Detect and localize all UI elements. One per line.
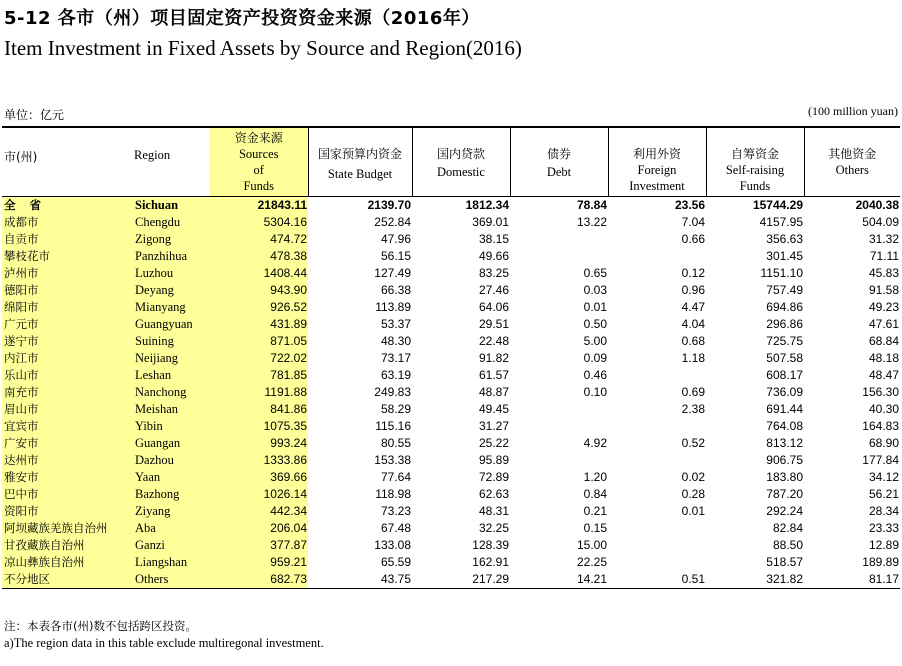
- cell-state: 58.29: [380, 402, 411, 416]
- region-name-cn: 达州市: [2, 452, 134, 469]
- table-row: [2, 248, 900, 265]
- cell-others: 156.30: [862, 385, 899, 399]
- region-name-cn: 内江市: [2, 350, 134, 367]
- cell-domestic: 1812.34: [465, 198, 509, 212]
- header-region-cn-label: 市(州): [4, 150, 38, 164]
- table-title-chinese: 5-12 各市（州）项目固定资产投资资金来源（2016年）: [4, 8, 480, 29]
- header-state-en: State Budget: [327, 167, 393, 181]
- cell-domestic: 217.29: [412, 571, 510, 589]
- cell-domestic: 38.15: [478, 232, 509, 246]
- cell-others: 12.89: [868, 538, 899, 552]
- cell-domestic: 72.89: [478, 470, 509, 484]
- cell-domestic: 95.89: [478, 453, 509, 467]
- investment-table: [2, 126, 900, 589]
- header-domestic: [412, 127, 510, 197]
- cell-state: 66.38: [380, 283, 411, 297]
- table-header-row: [2, 127, 900, 197]
- region-name-en: Suining: [134, 333, 210, 350]
- cell-state: 249.83: [374, 385, 411, 399]
- region-name-cn: 阿坝藏族羌族自治州: [2, 520, 134, 537]
- cell-foreign: 23.56: [674, 198, 705, 212]
- cell-foreign: [608, 452, 706, 469]
- cell-others: 56.21: [868, 487, 899, 501]
- cell-state: 56.15: [380, 249, 411, 263]
- cell-state: 43.75: [308, 571, 412, 589]
- cell-self: 292.24: [766, 504, 803, 518]
- header-sources-en-1: Sources: [238, 147, 279, 161]
- cell-others: 189.89: [862, 555, 899, 569]
- region-name-en: Meishan: [134, 401, 210, 418]
- cell-domestic: 61.57: [478, 368, 509, 382]
- cell-self: 694.86: [766, 300, 803, 314]
- header-foreign-cn: 利用外资: [632, 147, 681, 161]
- table-row: [2, 503, 900, 520]
- cell-self: 608.17: [766, 368, 803, 382]
- table-row: [2, 299, 900, 316]
- table-row: [2, 333, 900, 350]
- header-region-en-label: Region: [134, 148, 171, 162]
- region-name-en: Panzhihua: [134, 248, 210, 265]
- table-row: [2, 520, 900, 537]
- cell-domestic: 49.66: [478, 249, 509, 263]
- region-name-cn: 成都市: [2, 214, 134, 231]
- cell-sources: 1333.86: [210, 452, 308, 469]
- header-region-en: [134, 127, 210, 197]
- header-state-budget: [308, 127, 412, 197]
- cell-sources: 478.38: [210, 248, 308, 265]
- cell-foreign: [608, 248, 706, 265]
- header-foreign-en-2: Investment: [629, 179, 685, 193]
- cell-others: 45.83: [868, 266, 899, 280]
- cell-domestic: 162.91: [472, 555, 509, 569]
- cell-debt: 0.21: [583, 504, 607, 518]
- table-title-english: Item Investment in Fixed Assets by Source and Region(2016): [4, 36, 522, 60]
- cell-debt: 5.00: [583, 334, 607, 348]
- cell-others: 177.84: [862, 453, 899, 467]
- cell-self: 813.12: [766, 436, 803, 450]
- cell-domestic: 48.87: [478, 385, 509, 399]
- cell-domestic: 22.48: [478, 334, 509, 348]
- region-name-cn: 宜宾市: [2, 418, 134, 435]
- cell-sources: 369.66: [210, 469, 308, 486]
- cell-sources: 871.05: [210, 333, 308, 350]
- cell-others: 71.11: [869, 249, 899, 263]
- header-foreign-en-1: Foreign: [637, 163, 677, 177]
- cell-others: 48.47: [868, 368, 899, 382]
- cell-self: 518.57: [766, 555, 803, 569]
- table-row: [2, 418, 900, 435]
- table-row: [2, 231, 900, 248]
- cell-debt: 13.22: [576, 215, 607, 229]
- cell-sources: 1191.88: [210, 384, 308, 401]
- region-name-cn: 资阳市: [2, 503, 134, 520]
- footnote-english: a)The region data in this table exclude multiregonal investment.: [4, 636, 324, 650]
- cell-domestic: 32.25: [478, 521, 509, 535]
- region-name-en: Others: [134, 571, 210, 589]
- cell-state: 47.96: [380, 232, 411, 246]
- table-row: [2, 486, 900, 503]
- cell-others: 40.30: [868, 402, 899, 416]
- region-name-en: Dazhou: [134, 452, 210, 469]
- table-row: [2, 537, 900, 554]
- cell-state: 113.89: [375, 300, 411, 314]
- header-foreign: [608, 127, 706, 197]
- cell-others: 91.58: [868, 283, 899, 297]
- region-name-cn: 眉山市: [2, 401, 134, 418]
- cell-self: 356.63: [766, 232, 803, 246]
- table-row: [2, 197, 900, 215]
- region-name-en: Guangyuan: [134, 316, 210, 333]
- cell-self: 764.08: [766, 419, 803, 433]
- region-name-en: Yaan: [134, 469, 210, 486]
- cell-debt: 0.50: [583, 317, 607, 331]
- cell-foreign: 0.66: [681, 232, 705, 246]
- cell-self: 15744.29: [752, 198, 803, 212]
- cell-self: 296.86: [766, 317, 803, 331]
- cell-sources: 943.90: [210, 282, 308, 299]
- cell-sources: 1026.14: [210, 486, 308, 503]
- header-debt-cn: 债券: [546, 147, 571, 161]
- cell-state: 2139.70: [367, 198, 411, 212]
- table-row: [2, 367, 900, 384]
- region-name-cn: 不分地区: [2, 571, 134, 589]
- cell-sources: 959.21: [210, 554, 308, 571]
- cell-others: 47.61: [868, 317, 899, 331]
- table-row: [2, 214, 900, 231]
- cell-state: 115.16: [375, 419, 411, 433]
- cell-sources: 21843.11: [210, 197, 308, 215]
- cell-state: 63.19: [380, 368, 411, 382]
- cell-sources: 206.04: [210, 520, 308, 537]
- header-region-cn: [2, 127, 134, 197]
- cell-state: 252.84: [374, 215, 411, 229]
- region-name-cn: 广元市: [2, 316, 134, 333]
- table-row: [2, 571, 900, 589]
- cell-debt: 0.46: [583, 368, 607, 382]
- cell-others: 49.23: [868, 300, 899, 314]
- region-name-cn: 甘孜藏族自治州: [2, 537, 134, 554]
- cell-state: 67.48: [380, 521, 411, 535]
- table-row: [2, 265, 900, 282]
- cell-foreign: 4.47: [681, 300, 705, 314]
- table-row: [2, 435, 900, 452]
- cell-others: 2040.38: [855, 198, 899, 212]
- cell-state: 73.23: [380, 504, 411, 518]
- cell-sources: 841.86: [210, 401, 308, 418]
- region-name-cn: 乐山市: [2, 367, 134, 384]
- cell-foreign: 0.02: [681, 470, 705, 484]
- cell-domestic: 62.63: [478, 487, 509, 501]
- cell-sources: 442.34: [210, 503, 308, 520]
- cell-self: 4157.95: [759, 215, 803, 229]
- cell-debt: 1.20: [583, 470, 607, 484]
- cell-others: 504.09: [862, 215, 899, 229]
- region-name-en: Sichuan: [134, 197, 210, 215]
- cell-sources: 781.85: [210, 367, 308, 384]
- cell-self: 906.75: [766, 453, 803, 467]
- cell-others: 34.12: [868, 470, 899, 484]
- table-row: [2, 384, 900, 401]
- cell-foreign: 2.38: [681, 402, 705, 416]
- region-name-en: Aba: [134, 520, 210, 537]
- cell-foreign: 0.28: [681, 487, 705, 501]
- region-name-cn: 攀枝花市: [2, 248, 134, 265]
- unit-label-english: (100 million yuan): [808, 104, 898, 118]
- cell-state: 80.55: [380, 436, 411, 450]
- header-sources-en-3: Funds: [243, 179, 275, 193]
- cell-self: 301.45: [766, 249, 803, 263]
- region-name-en: Zigong: [134, 231, 210, 248]
- table-row: [2, 401, 900, 418]
- cell-debt: [510, 418, 608, 435]
- cell-domestic: 369.01: [472, 215, 509, 229]
- header-self-cn: 自筹资金: [730, 147, 779, 161]
- cell-debt: 4.92: [583, 436, 607, 450]
- region-name-en: Luzhou: [134, 265, 210, 282]
- header-self-en-2: Funds: [739, 179, 771, 193]
- cell-domestic: 49.45: [478, 402, 509, 416]
- cell-debt: 0.03: [583, 283, 607, 297]
- cell-debt: 15.00: [576, 538, 607, 552]
- region-name-en: Ganzi: [134, 537, 210, 554]
- cell-foreign: 4.04: [681, 317, 705, 331]
- cell-state: 48.30: [380, 334, 411, 348]
- cell-foreign: 0.12: [681, 266, 705, 280]
- cell-domestic: 25.22: [478, 436, 509, 450]
- cell-debt: 14.21: [510, 571, 608, 589]
- cell-foreign: [608, 520, 706, 537]
- cell-others: 48.18: [868, 351, 899, 365]
- cell-foreign: 0.68: [681, 334, 705, 348]
- cell-state: 133.08: [374, 538, 411, 552]
- cell-self: 736.09: [766, 385, 803, 399]
- cell-self: 691.44: [766, 402, 803, 416]
- cell-debt: 0.84: [583, 487, 607, 501]
- cell-foreign: [608, 537, 706, 554]
- cell-state: 77.64: [380, 470, 411, 484]
- cell-foreign: 0.69: [681, 385, 705, 399]
- cell-others: 28.34: [868, 504, 899, 518]
- cell-foreign: 0.01: [681, 504, 705, 518]
- region-name-cn: 雅安市: [2, 469, 134, 486]
- cell-sources: 926.52: [210, 299, 308, 316]
- cell-domestic: 27.46: [478, 283, 509, 297]
- cell-self: 183.80: [766, 470, 803, 484]
- region-name-en: Neijiang: [134, 350, 210, 367]
- cell-debt: 78.84: [576, 198, 607, 212]
- header-self-raising: [706, 127, 804, 197]
- region-name-en: Leshan: [134, 367, 210, 384]
- table-row: [2, 554, 900, 571]
- region-name-cn: 凉山彝族自治州: [2, 554, 134, 571]
- cell-sources: 682.73: [210, 571, 308, 589]
- cell-debt: 22.25: [576, 555, 607, 569]
- cell-self: 1151.10: [760, 266, 803, 280]
- cell-domestic: 83.25: [478, 266, 509, 280]
- cell-sources: 377.87: [210, 537, 308, 554]
- cell-debt: 0.65: [583, 266, 607, 280]
- cell-foreign: 0.52: [681, 436, 705, 450]
- cell-foreign: [608, 554, 706, 571]
- cell-foreign: [608, 418, 706, 435]
- cell-others: 31.32: [868, 232, 899, 246]
- table-row: [2, 282, 900, 299]
- cell-debt: [510, 248, 608, 265]
- cell-foreign: [608, 367, 706, 384]
- region-name-cn: 自贡市: [2, 231, 134, 248]
- unit-label-chinese: 单位：亿元: [4, 108, 65, 122]
- region-name-en: Yibin: [134, 418, 210, 435]
- cell-domestic: 91.82: [478, 351, 509, 365]
- cell-others: 68.84: [868, 334, 899, 348]
- region-name-cn: 广安市: [2, 435, 134, 452]
- cell-self: 88.50: [772, 538, 803, 552]
- cell-foreign: 0.51: [608, 571, 706, 589]
- cell-self: 757.49: [766, 283, 803, 297]
- footnote-chinese: 注：本表各市(州)数不包括跨区投资。: [4, 619, 197, 633]
- cell-state: 73.17: [380, 351, 411, 365]
- header-domestic-cn: 国内贷款: [436, 147, 485, 161]
- cell-domestic: 29.51: [478, 317, 509, 331]
- table-row: [2, 469, 900, 486]
- cell-debt: [510, 452, 608, 469]
- region-name-en: Nanchong: [134, 384, 210, 401]
- cell-debt: 0.09: [583, 351, 607, 365]
- cell-sources: 431.89: [210, 316, 308, 333]
- cell-sources: 722.02: [210, 350, 308, 367]
- table-row: [2, 452, 900, 469]
- header-domestic-en: Domestic: [437, 165, 485, 179]
- table-body: [2, 197, 900, 589]
- header-debt: [510, 127, 608, 197]
- cell-sources: 1075.35: [210, 418, 308, 435]
- header-debt-en: Debt: [546, 165, 572, 179]
- header-others: [804, 127, 900, 197]
- region-name-en: Deyang: [134, 282, 210, 299]
- table-row: [2, 316, 900, 333]
- cell-foreign: 0.96: [681, 283, 705, 297]
- cell-state: 153.38: [374, 453, 411, 467]
- cell-state: 118.98: [375, 487, 411, 501]
- cell-foreign: 7.04: [681, 215, 705, 229]
- cell-others: 81.17: [804, 571, 900, 589]
- cell-debt: 0.10: [583, 385, 607, 399]
- cell-self: 82.84: [772, 521, 803, 535]
- cell-sources: 1408.44: [210, 265, 308, 282]
- region-name-en: Bazhong: [134, 486, 210, 503]
- region-name-en: Chengdu: [134, 214, 210, 231]
- cell-self: 725.75: [766, 334, 803, 348]
- cell-domestic: 128.39: [472, 538, 509, 552]
- cell-self: 321.82: [706, 571, 804, 589]
- cell-sources: 474.72: [210, 231, 308, 248]
- cell-debt: [510, 231, 608, 248]
- region-name-cn: 南充市: [2, 384, 134, 401]
- region-name-cn: 绵阳市: [2, 299, 134, 316]
- cell-self: 787.20: [766, 487, 803, 501]
- cell-state: 65.59: [380, 555, 411, 569]
- region-name-cn: 德阳市: [2, 282, 134, 299]
- region-name-cn: 全省: [2, 197, 134, 215]
- region-name-cn: 巴中市: [2, 486, 134, 503]
- header-sources-en-2: of: [253, 163, 264, 177]
- cell-debt: 0.01: [583, 300, 607, 314]
- region-name-en: Liangshan: [134, 554, 210, 571]
- table-row: [2, 350, 900, 367]
- cell-domestic: 48.31: [478, 504, 509, 518]
- cell-domestic: 31.27: [478, 419, 509, 433]
- header-sources-cn: 资金来源: [234, 131, 283, 145]
- cell-state: 53.37: [380, 317, 411, 331]
- cell-domestic: 64.06: [478, 300, 509, 314]
- region-name-en: Mianyang: [134, 299, 210, 316]
- header-state-cn: 国家预算内资金: [317, 147, 402, 161]
- header-sources: [210, 127, 308, 197]
- cell-foreign: 1.18: [681, 351, 705, 365]
- header-self-en-1: Self-raising: [725, 163, 785, 177]
- cell-self: 507.58: [766, 351, 803, 365]
- cell-others: 68.90: [868, 436, 899, 450]
- cell-state: 127.49: [374, 266, 411, 280]
- cell-others: 23.33: [868, 521, 899, 535]
- region-name-cn: 泸州市: [2, 265, 134, 282]
- region-name-en: Ziyang: [134, 503, 210, 520]
- region-name-cn: 遂宁市: [2, 333, 134, 350]
- header-others-cn: 其他资金: [828, 147, 877, 161]
- cell-debt: 0.15: [583, 521, 607, 535]
- region-name-en: Guangan: [134, 435, 210, 452]
- cell-others: 164.83: [862, 419, 899, 433]
- cell-sources: 993.24: [210, 435, 308, 452]
- header-others-en: Others: [835, 163, 869, 177]
- cell-sources: 5304.16: [210, 214, 308, 231]
- cell-debt: [510, 401, 608, 418]
